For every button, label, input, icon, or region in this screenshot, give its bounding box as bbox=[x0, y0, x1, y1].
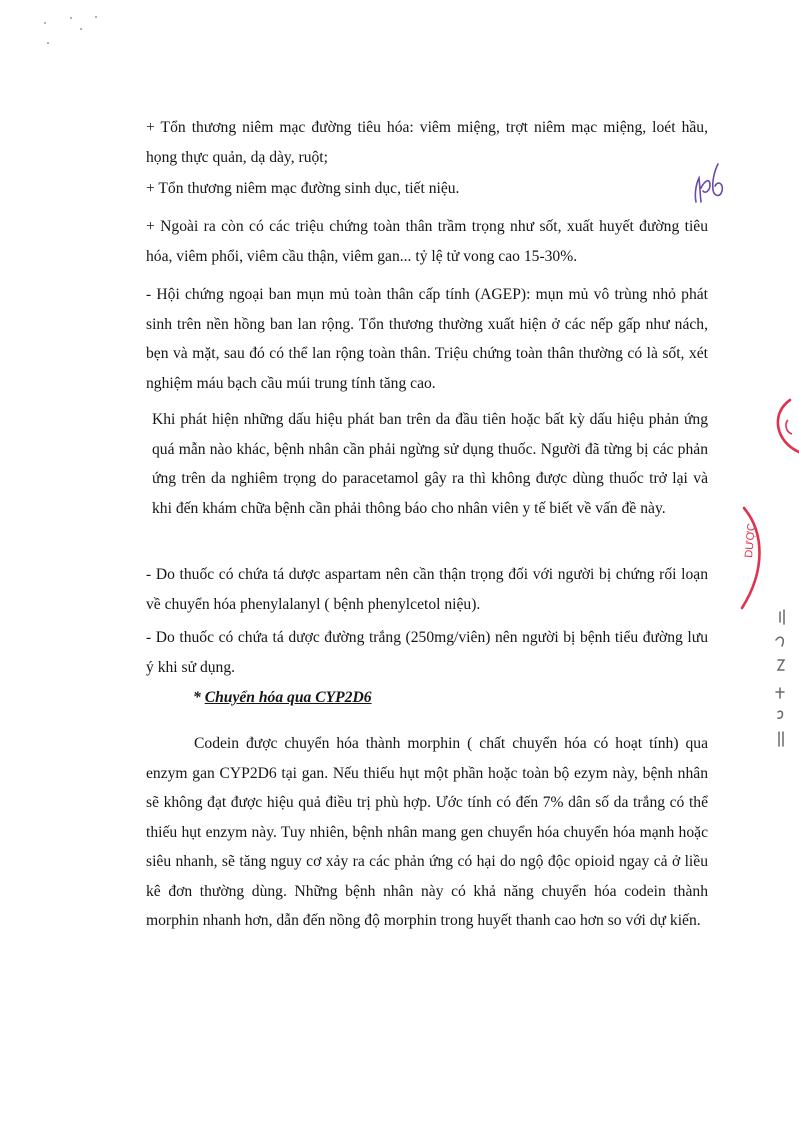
handwritten-signature bbox=[688, 158, 728, 218]
paragraph-cyp2d6: Codein được chuyển hóa thành morphin ( chất chuyển hóa có hoạt tính) qua enzym gan CYP2D6 tại gan. Nếu thiếu hụt một phần hoặc toàn bộ ezym này, bệnh nhân sẽ không đạt được hiệu quả điều trị phù hợp. Ước tính có đến 7% dân số da trắng có thể thiếu hụt enzym này. Tuy nhiên, bệnh nhân mang gen chuyển hóa chuyển hóa mạnh hoặc siêu nhanh, sẽ tăng nguy cơ xảy ra các phản ứng có hại do ngộ độc opioid ngay cả ở liều kê đơn thường dùng. Những bệnh nhân này có khả năng chuyển hóa codein thành morphin nhanh hơn, dẫn đến nồng độ morphin trong huyết thanh cao hơn so với dự kiến. bbox=[146, 735, 708, 929]
paragraph-sugar: - Do thuốc có chứa tá dược đường trắng (250mg/viên) nên người bị bệnh tiểu đường lưu ý khi sử dụng. bbox=[146, 629, 708, 676]
paragraph-rash-warning: Khi phát hiện những dấu hiệu phát ban trên da đầu tiên hoặc bất kỳ dấu hiệu phản ứng quá mẫn nào khác, bệnh nhân cần phải ngừng sử dụng thuốc. Người đã từng bị các phản ứng trên da nghiêm trọng do paracetamol gây ra thì không được dùng thuốc trở lại và khi đến khám chữa bệnh cần phải thông báo cho nhân viên y tế biết về vấn đề này. bbox=[152, 411, 708, 517]
paragraph-systemic-symptoms: + Ngoài ra còn có các triệu chứng toàn thân trầm trọng như sốt, xuất huyết đường tiêu hóa, viêm phổi, viêm cầu thận, viêm gan... tỷ lệ tử vong cao 15-30%. bbox=[146, 218, 708, 265]
paragraph-gi-mucosa: + Tổn thương niêm mạc đường tiêu hóa: viêm miệng, trợt niêm mạc miệng, loét hầu, họng thực quản, dạ dày, ruột; bbox=[146, 119, 708, 166]
edge-stamp-marks bbox=[760, 600, 790, 750]
section-heading bbox=[193, 689, 372, 707]
paragraph-genital-mucosa: + Tổn thương niêm mạc đường sinh dục, tiết niệu. bbox=[146, 180, 460, 197]
paragraph-aspartam: - Do thuốc có chứa tá dược aspartam nên cần thận trọng đối với người bị chứng rối loạn về chuyển hóa phenylalanyl ( bệnh phenylcetol niệu). bbox=[146, 566, 708, 613]
heading-bullet: * bbox=[193, 689, 205, 706]
svg-text:DƯỢC: DƯỢC bbox=[743, 522, 759, 559]
paragraph-agep: - Hội chứng ngoại ban mụn mủ toàn thân cấp tính (AGEP): mụn mủ vô trùng nhỏ phát sinh trên nền hồng ban lan rộng. Tổn thương thường xuất hiện ở các nếp gấp như nách, bẹn và mặt, sau đó có thể lan rộng toàn thân. Triệu chứng toàn thân thường có là sốt, xét nghiệm máu bạch cầu múi trung tính tăng cao. bbox=[146, 286, 708, 392]
heading-title: Chuyển hóa qua CYP2D6 bbox=[204, 689, 372, 706]
